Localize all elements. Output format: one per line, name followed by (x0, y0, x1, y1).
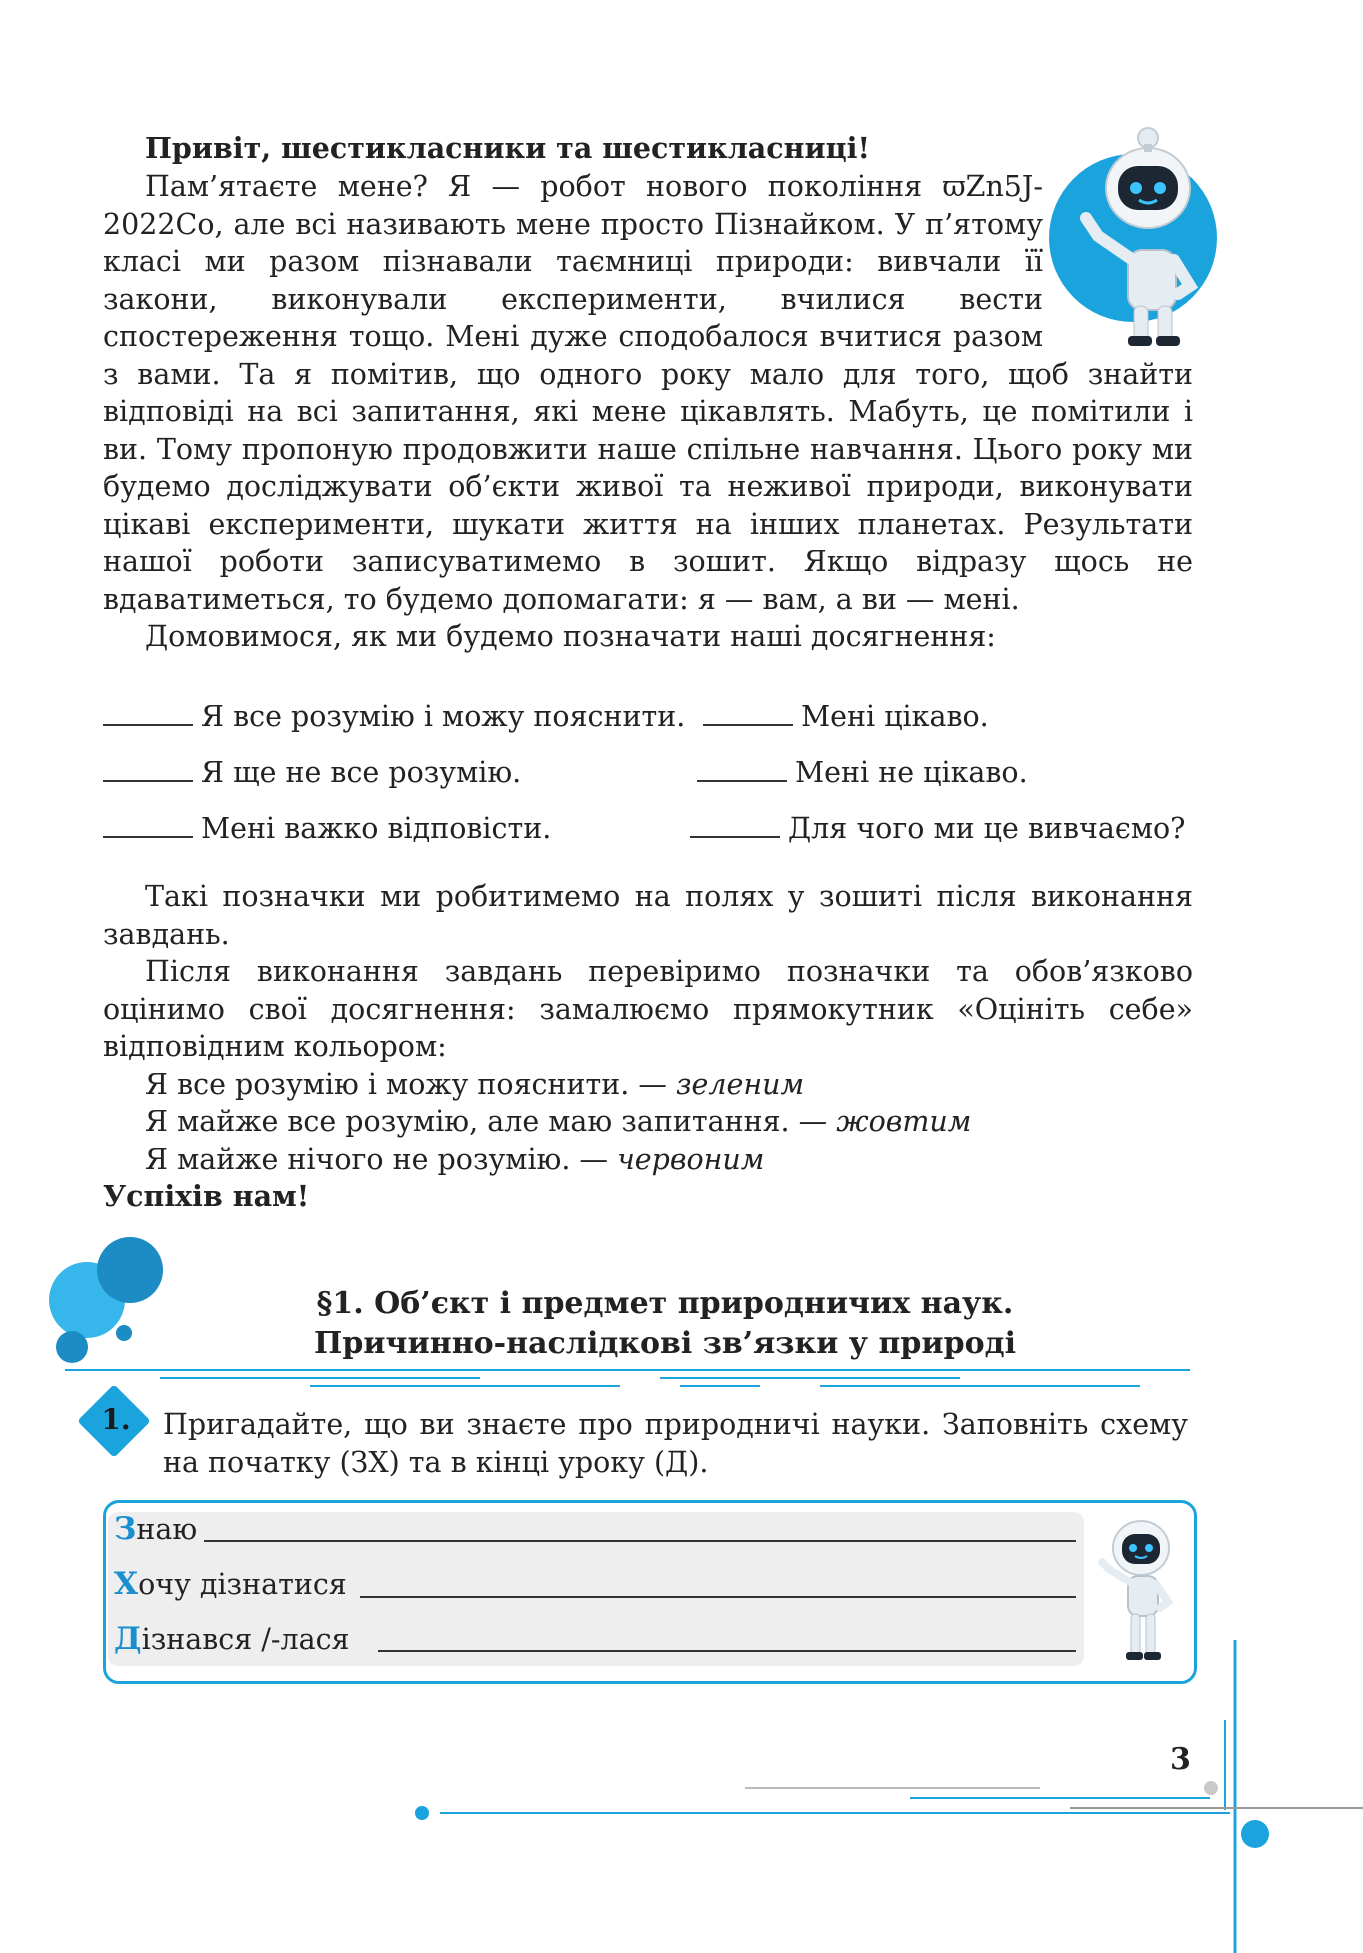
robot-float-space (1043, 168, 1193, 338)
scheme-line-know[interactable] (204, 1540, 1076, 1542)
mark-row-3-right: Для чого ми це вивчаємо? (690, 812, 1185, 845)
greeting: Привіт, шестикласники та шестикласниці! (145, 131, 871, 165)
footer-decoration (400, 1640, 1363, 1953)
page-number: 3 (1170, 1742, 1191, 1777)
paragraph-4: Після виконання завдань перевіримо позначки та обов’язково оцінимо свої досягнення: замалюємо прямокутник «Оцініть себе» відповідним кольором: (103, 955, 1193, 1063)
scheme-line-want[interactable] (360, 1596, 1076, 1598)
level-red: Я майже нічого не розумію. — червоним (145, 1142, 765, 1176)
blank-line (697, 758, 787, 782)
intro-paragraph: Пам’ятаєте мене? Я — робот нового покоління ϖZn5J-2022Co, але всі називають мене просто Пізнайком. У п’ятому класі ми разом пізнавали таємниці природи: вивчали її закони, виконували експерименти, вчилися вести спостереження тощо. Мені дуже сподобалося вчитися разом з вами. Та я помітив, що одного року мало для того, щоб знайти відповіді на всі запитання, які мене цікавлять. Мабуть, це помітили і ви. Тому пропоную продовжити наше спільне навчання. Цього року ми будемо досліджувати об’єкти живої та неживої природи, виконувати цікаві експерименти, шукати життя на інших планетах. Результати нашої роботи записуватимемо в зошит. Якщо відразу щось не вдаватиметься, то будемо допомагати: я — вам, а ви — мені. (103, 170, 1193, 616)
closing: Успіхів нам! (103, 1179, 310, 1213)
mark-row-2-left: Я ще не все розумію. (103, 756, 521, 789)
blank-line (103, 702, 193, 726)
blank-line (703, 702, 793, 726)
scheme-row-learned: Дізнався /-лася (114, 1621, 350, 1657)
scheme-row-know: Знаю (114, 1511, 198, 1547)
level-green: Я все розумію і можу пояснити. — зеленим (145, 1067, 805, 1101)
section-title-line2: Причинно-наслідкові зв’язки у природі (313, 1326, 1017, 1361)
blank-line (690, 814, 780, 838)
after-marks (103, 878, 1193, 1216)
task-number: 1. (101, 1403, 131, 1436)
heading-underline (60, 1360, 1200, 1390)
marks-intro: Домовимося, як ми будемо позначати наші досягнення: (145, 620, 996, 653)
mark-row-3-left: Мені важко відповісти. (103, 812, 551, 845)
paragraph-3: Такі позначки ми робитимемо на полях у зошиті після виконання завдань. (103, 880, 1193, 951)
decor-circles (40, 1230, 170, 1370)
mark-row-2-right: Мені не цікаво. (697, 756, 1028, 789)
level-yellow: Я майже все розумію, але маю запитання. — жовтим (145, 1105, 972, 1138)
mark-row-1-right: Мені цікаво. (703, 700, 989, 733)
blank-line (103, 814, 193, 838)
section-title-line1: §1. Об’єкт і предмет природничих наук. (316, 1286, 1014, 1321)
mark-row-1-left: Я все розумію і можу пояснити. (103, 700, 685, 733)
task-text: Пригадайте, що ви знаєте про природничі науки. Заповніть схему на початку (ЗХ) та в кінці уроку (Д). (163, 1408, 1188, 1479)
intro-paragraph-wrap (103, 168, 1193, 656)
blank-line (103, 758, 193, 782)
scheme-row-want: Хочу дізнатися (114, 1566, 347, 1602)
